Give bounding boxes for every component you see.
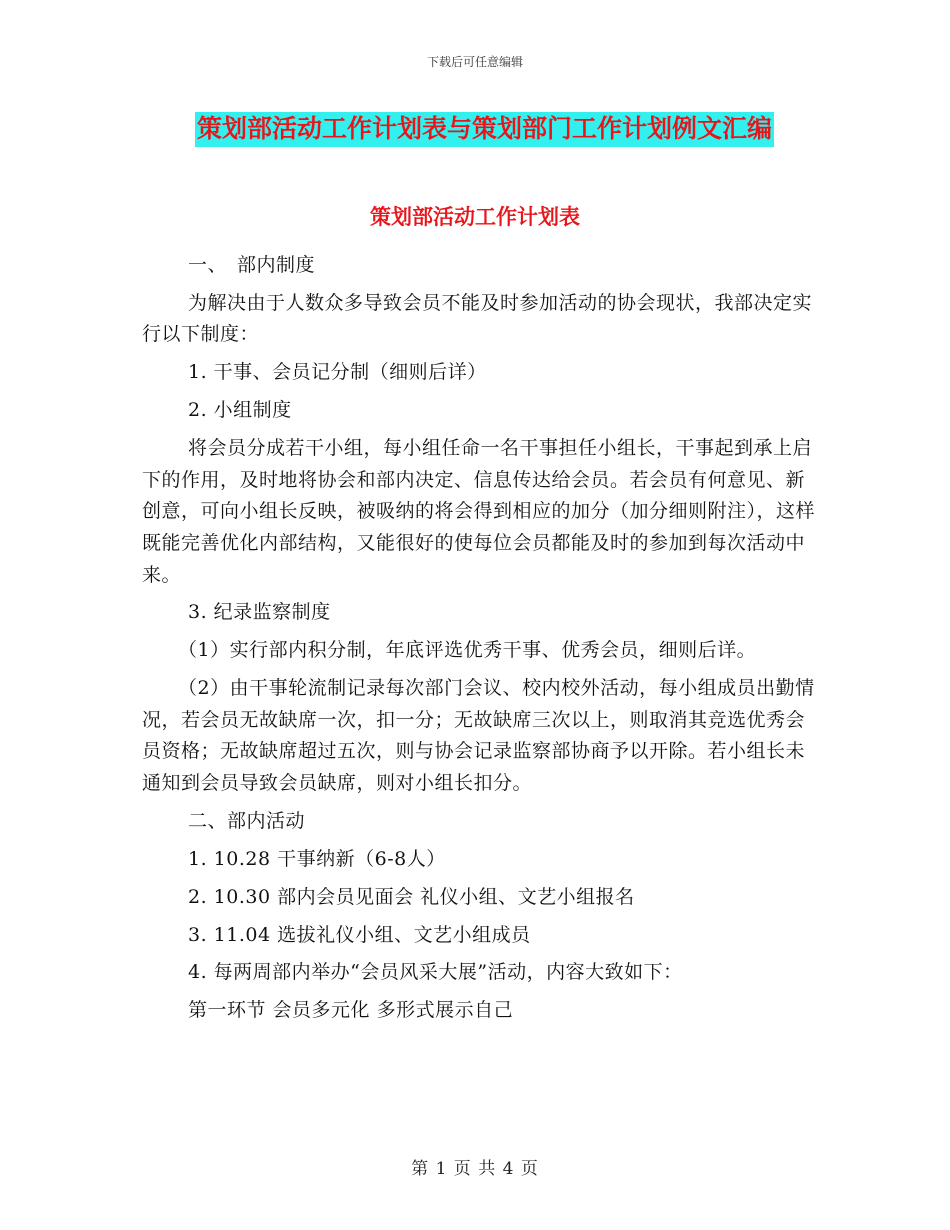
activity-item-1: 1. 10.28 干事纳新（6-8人） (188, 847, 446, 870)
page-footer: 第 1 页 共 4 页 (411, 1159, 539, 1179)
header-note: 下载后可任意编辑 (426, 55, 523, 69)
paragraph-intro: 为解决由于人数众多导致会员不能及时参加活动的协会现状，我部决定实行以下制度： (142, 291, 813, 346)
document-body (142, 250, 822, 1033)
list-item-scoring: 1. 干事、会员记分制（细则后详） (188, 361, 487, 384)
list-item-record-system: 3. 纪录监察制度 (188, 601, 331, 624)
list-item-group-system: 2. 小组制度 (188, 399, 292, 422)
activity-item-2: 2. 10.30 部内会员见面会 礼仪小组、文艺小组报名 (188, 885, 635, 908)
section-title: 策划部活动工作计划表 (370, 204, 580, 229)
paragraph-group-system: 将会员分成若干小组，每小组任命一名干事担任小组长，干事起到承上启下的作用，及时地将协会和部内决定、信息传达给会员。若会员有何意见、新创意，可向小组长反映，被吸纳的将会得到相应的加分（加分细则附注），这样既能完善优化内部结构，又能很好的使每位会员都能及时的参加到每次活动中来。 (142, 437, 816, 586)
activity-step-1: 第一环节 会员多元化 多形式展示自己 (188, 999, 514, 1022)
paragraph-record-1: （1）实行部内积分制，年底评选优秀干事、优秀会员，细则后详。 (178, 639, 757, 662)
activity-item-4: 4. 每两周部内举办“会员风采大展”活动，内容大致如下： (188, 961, 683, 984)
heading-section-1: 一、 部内制度 (188, 254, 316, 276)
heading-section-2: 二、部内活动 (188, 809, 306, 832)
activity-item-3: 3. 11.04 选拔礼仪小组、文艺小组成员 (188, 923, 531, 946)
paragraph-record-2: （2）由干事轮流制记录每次部门会议、校内校外活动，每小组成员出勤情况，若会员无故缺席一次，扣一分；无故缺席三次以上，则取消其竞选优秀会员资格；无故缺席超过五次，则与协会记录监察部协商予以开除。若小组长未通知到会员导致会员缺席，则对小组长扣分。 (142, 677, 815, 794)
document-main-title: 策划部活动工作计划表与策划部门工作计划例文汇编 (195, 112, 774, 147)
